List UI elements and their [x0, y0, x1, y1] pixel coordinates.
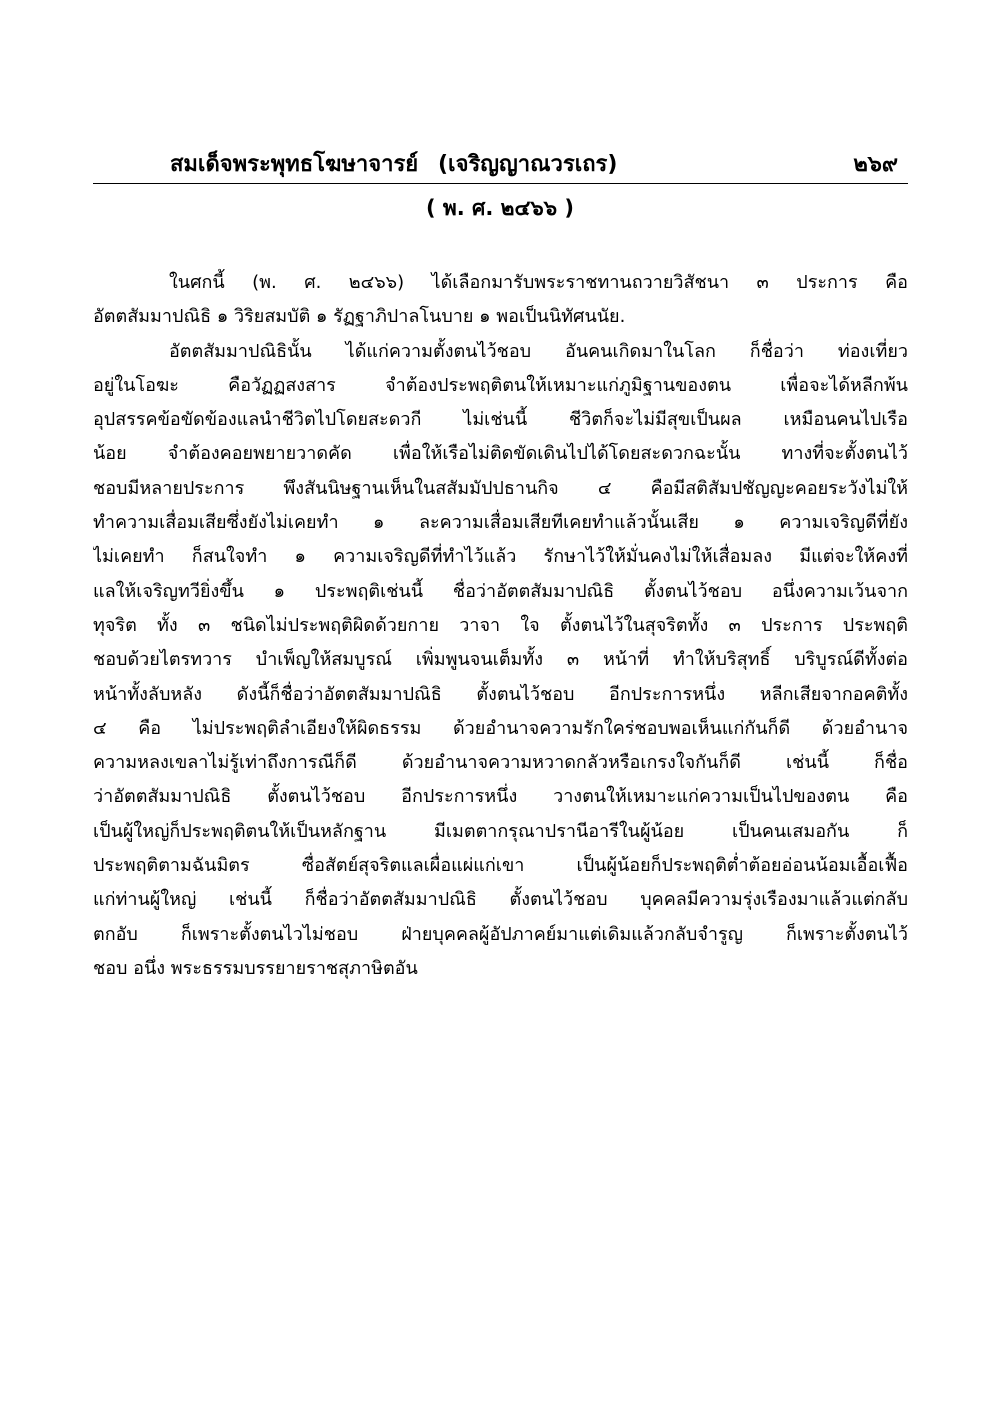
text-line: แลให้เจริญทวียิ่งขึ้น ๑ ประพฤติเช่นนี้ ชื่อว่าอัตตสัมมาปณิธิ ตั้งตนไว้ชอบ อนึ่งความเว้นจาก — [93, 580, 908, 602]
text-line: อัตตสัมมาปณิธินั้น ได้แก่ความตั้งตนไว้ชอบ อันคนเกิดมาในโลก ก็ชื่อว่า ท่องเที่ยว — [169, 340, 908, 362]
text-line: ชอบมีหลายประการ พึงสันนิษฐานเห็นในสสัมมัปปธานกิจ ๔ คือมีสติสัมปชัญญะคอยระวังไม่ให้ — [93, 477, 908, 499]
year-heading: ( พ. ศ. ๒๔๖๖ ) — [426, 196, 574, 220]
page-number: ๒๖๙ — [853, 152, 898, 177]
text-line: อัตตสัมมาปณิธิ ๑ วิริยสมบัติ ๑ รัฏฐาภิปาลโนบาย ๑ พอเป็นนิทัศนนัย. — [93, 306, 626, 328]
text-line: ชอบ อนึ่ง พระธรรมบรรยายราชสุภาษิตอัน — [93, 957, 418, 979]
text-line: เป็นผู้ใหญ่ก็ประพฤติตนให้เป็นหลักฐาน มีเมตตากรุณาปรานีอารีในผู้น้อย เป็นคนเสมอกัน ก็ — [93, 820, 908, 842]
text-line: ว่าอัตตสัมมาปณิธิ ตั้งตนไว้ชอบ อีกประการหนึ่ง วางตนให้เหมาะแก่ความเป็นไปของตน คือ — [93, 786, 908, 808]
text-line: ๔ คือ ไม่ประพฤติลำเอียงให้ผิดธรรม ด้วยอำนาจความรักใคร่ชอบพอเห็นแก่กันก็ดี ด้วยอำนาจ — [93, 717, 908, 739]
text-line: อุปสรรคข้อขัดข้องแลนำชีวิตไปโดยสะดวกี ไม่เช่นนี้ ชีวิตก็จะไม่มีสุขเป็นผล เหมือนคนไปเรือ — [93, 409, 908, 431]
text-line: ชอบด้วยไตรทวาร บำเพ็ญให้สมบูรณ์ เพิ่มพูนจนเต็มทั้ง ๓ หน้าที่ ทำให้บริสุทธิ์ บริบูรณ์ดีทั้งต่อ — [93, 649, 908, 671]
text-line: ทำความเสื่อมเสียซึ่งยังไม่เคยทำ ๑ ละความเสื่อมเสียทีเคยทำแล้วนั้นเสีย ๑ ความเจริญดีที่ยัง — [93, 512, 908, 534]
text-line: ประพฤติตามฉันมิตร ซื่อสัตย์สุจริตแลเผื่อแผ่แก่เขา เป็นผู้น้อยก็ประพฤติต่ำต้อยอ่อนน้อมเอื้อเฟื้อ — [93, 855, 908, 877]
text-line: หน้าทั้งลับหลัง ดังนี้ก็ชื่อว่าอัตตสัมมาปณิธิ ตั้งตนไว้ชอบ อีกประการหนึ่ง หลีกเสียจากอคติทั้ง — [93, 683, 908, 705]
paragraph — [93, 335, 908, 987]
text-line: ทุจริต ทั้ง ๓ ชนิดไม่ประพฤติผิดด้วยกาย วาจา ใจ ตั้งตนไว้ในสุจริตทั้ง ๓ ประการ ประพฤติ — [93, 614, 908, 636]
text-line: แก่ท่านผู้ใหญ่ เช่นนี้ ก็ชื่อว่าอัตตสัมมาปณิธิ ตั้งตนไว้ชอบ บุคคลมีความรุ่งเรืองมาแล้วแต่กลับ — [93, 889, 908, 911]
text-line: อยู่ในโอฆะ คือวัฏฏสงสาร จำต้องประพฤติตนให้เหมาะแก่ภูมิฐานของตน เพื่อจะได้หลีกพ้น — [93, 374, 908, 396]
body-text — [93, 266, 908, 986]
header-subtitle: (เจริญญาณวรเถร) — [438, 152, 618, 177]
text-line: ในศกนี้ (พ. ศ. ๒๔๖๖) ได้เลือกมารับพระราชทานถวายวิสัชนา ๓ ประการ คือ — [169, 272, 908, 293]
text-line: ไม่เคยทำ ก็สนใจทำ ๑ ความเจริญดีที่ทำไว้แล้ว รักษาไว้ให้มั่นคงไม่ให้เสื่อมลง มีแต่จะให้คงที่ — [93, 546, 908, 568]
text-line: ความหลงเขลาไม่รู้เท่าถึงการณีก็ดี ด้วยอำนาจความหวาดกลัวหรือเกรงใจกันก็ดี เช่นนี้ ก็ชื่อ — [93, 752, 908, 774]
text-line: ตกอับ ก็เพราะตั้งตนไวไม่ชอบ ฝ่ายบุคคลผู้อัปภาคย์มาแต่เดิมแล้วกลับจำรูญ ก็เพราะตั้งตนไว้ — [93, 923, 908, 945]
paragraph — [93, 266, 908, 335]
header-title: สมเด็จพระพุทธโฆษาจารย์ — [170, 152, 419, 177]
text-line: น้อย จำต้องคอยพยายวาดคัด เพื่อให้เรือไม่ติดขัดเดินไปได้โดยสะดวกฉะนั้น ทางที่จะตั้งตนไว้ — [93, 443, 908, 465]
running-header — [93, 146, 908, 182]
header-divider — [93, 183, 908, 184]
